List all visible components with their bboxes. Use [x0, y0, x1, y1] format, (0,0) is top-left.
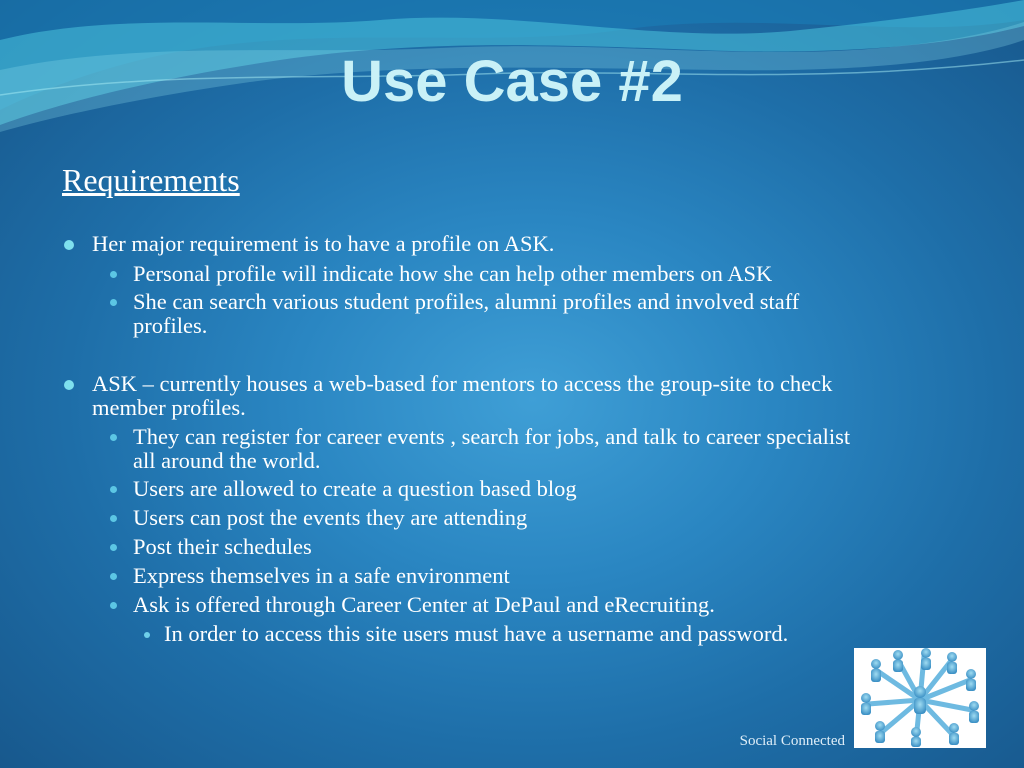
circle-bullet-icon [110, 602, 117, 609]
list-item: Ask is offered through Career Center at DePaul and eRecruiting. [133, 593, 973, 617]
list-item: In order to access this site users must have a username and password. [164, 622, 984, 646]
circle-bullet-icon [110, 299, 117, 306]
list-item: She can search various student profiles, alumni profiles and involved staff [133, 290, 973, 314]
slide-title: Use Case #2 [341, 49, 683, 114]
circle-bullet-icon [64, 380, 74, 390]
list-item: They can register for career events , search for jobs, and talk to career specialist [133, 425, 973, 449]
circle-bullet-icon [64, 240, 74, 250]
circle-bullet-icon [110, 573, 117, 580]
list-item-continuation: all around the world. [133, 448, 321, 473]
circle-bullet-icon [110, 515, 117, 522]
list-item: Users can post the events they are attending [133, 506, 973, 530]
circle-bullet-icon [110, 544, 117, 551]
picture-caption: Social Connected [739, 733, 845, 749]
social-network-people-icon [854, 648, 986, 748]
list-item: Users are allowed to create a question based blog [133, 477, 973, 501]
list-item-continuation: member profiles. [92, 395, 246, 420]
list-item: Personal profile will indicate how she can help other members on ASK [133, 262, 973, 286]
list-item: Her major requirement is to have a profile on ASK. [92, 232, 972, 256]
list-item-continuation: profiles. [133, 313, 208, 338]
circle-bullet-icon [110, 271, 117, 278]
circle-bullet-icon [110, 434, 117, 441]
list-item: Post their schedules [133, 535, 973, 559]
section-heading: Requirements [62, 162, 240, 198]
circle-bullet-icon [144, 632, 150, 638]
list-item: Express themselves in a safe environment [133, 564, 973, 588]
list-item: ASK – currently houses a web-based for mentors to access the group-site to check [92, 372, 972, 396]
circle-bullet-icon [110, 486, 117, 493]
